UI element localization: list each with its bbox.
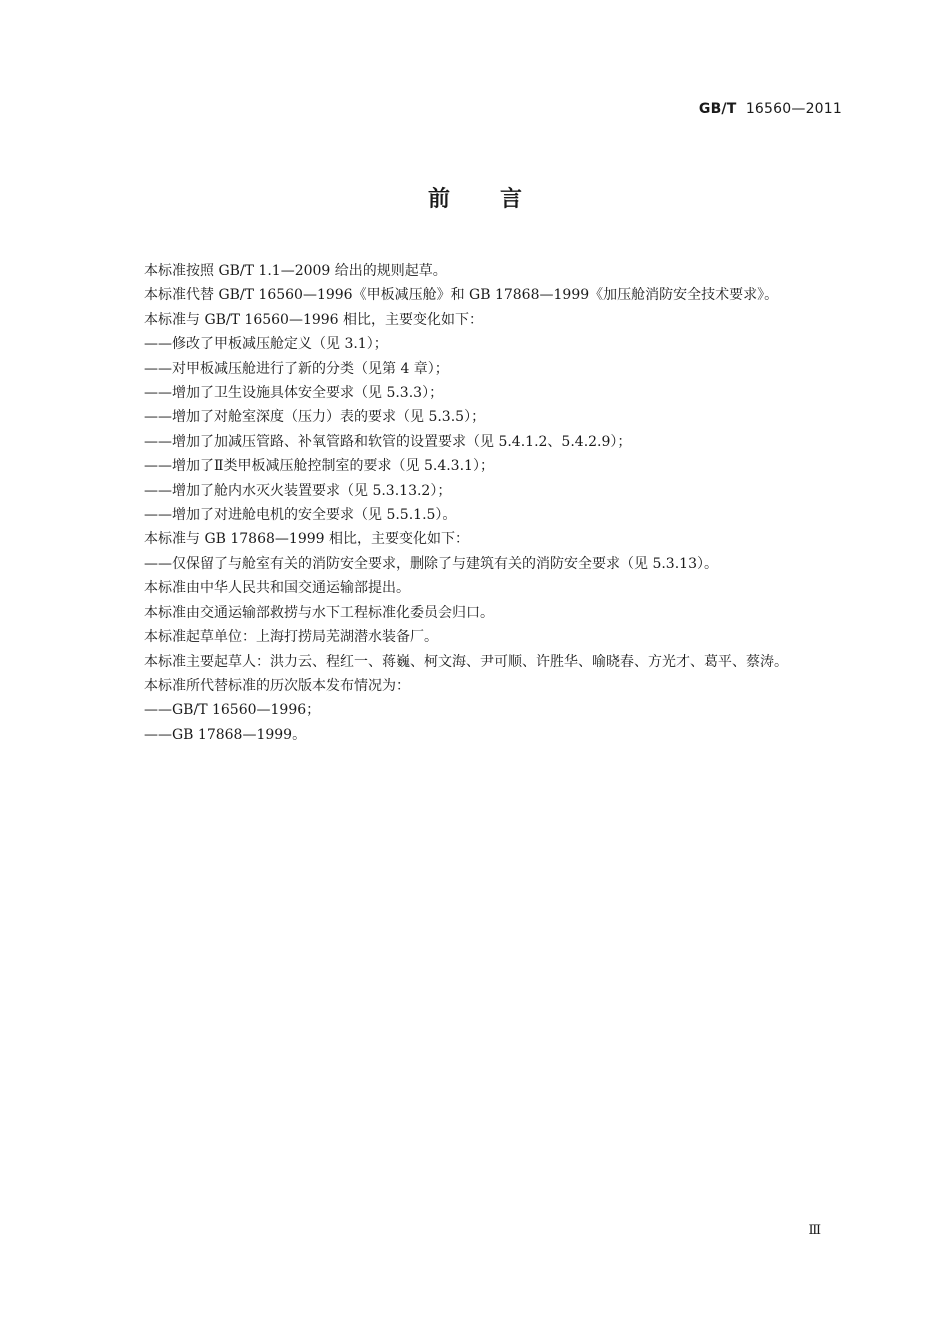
list-item: ——增加了对进舱电机的安全要求（见 5.5.1.5）。 (144, 507, 457, 524)
paragraph-line: 本标准按照 GB/T 1.1—2009 给出的规则起草。 (144, 263, 447, 279)
standard-number: 16560—2011 (745, 101, 842, 117)
list-item: ——增加了舱内水灭火装置要求（见 5.3.13.2）； (144, 482, 452, 499)
list-item: ——增加了卫生设施具体安全要求（见 5.3.3）； (144, 385, 444, 402)
list-item: ——增加了对舱室深度（压力）表的要求（见 5.3.5）； (144, 409, 486, 426)
list-item: ——仅保留了与舱室有关的消防安全要求，删除了与建筑有关的消防安全要求（见 5.3.13）。 (144, 555, 718, 572)
list-item: ——GB 17868—1999。 (144, 726, 307, 743)
page-title: 前言 (427, 187, 572, 212)
foreword-body (144, 259, 844, 747)
paragraph-line: 本标准与 GB/T 16560—1996 相比，主要变化如下： (144, 311, 484, 328)
paragraph-line: 本标准主要起草人：洪力云、程红一、蒋巍、柯文海、尹可顺、许胜华、喻晓春、方光才、葛平、蔡涛。 (144, 653, 788, 670)
paragraph-line: 本标准由中华人民共和国交通运输部提出。 (144, 580, 410, 597)
list-item: ——修改了甲板减压舱定义（见 3.1）； (144, 336, 388, 353)
standard-code (699, 101, 842, 117)
paragraph-line: 本标准起草单位：上海打捞局芜湖潜水装备厂。 (144, 629, 438, 646)
list-item: ——增加了加减压管路、补氧管路和软管的设置要求（见 5.4.1.2、5.4.2.9）； (144, 433, 632, 450)
paragraph-line: 本标准由交通运输部救捞与水下工程标准化委员会归口。 (144, 604, 494, 621)
paragraph-line: 本标准代替 GB/T 16560—1996《甲板减压舱》和 GB 17868—1999《加压舱消防安全技术要求》。 (144, 287, 779, 304)
list-item: ——对甲板减压舱进行了新的分类（见第 4 章）； (144, 360, 449, 377)
page-number: Ⅲ (808, 1223, 821, 1238)
paragraph-line: 本标准与 GB 17868—1999 相比，主要变化如下： (144, 531, 469, 548)
list-item: ——增加了Ⅱ类甲板减压舱控制室的要求（见 5.4.3.1）； (144, 458, 494, 475)
standard-prefix: GB/T (698, 101, 737, 117)
paragraph-line: 本标准所代替标准的历次版本发布情况为： (144, 677, 410, 694)
list-item: ——GB/T 16560—1996； (144, 702, 321, 719)
